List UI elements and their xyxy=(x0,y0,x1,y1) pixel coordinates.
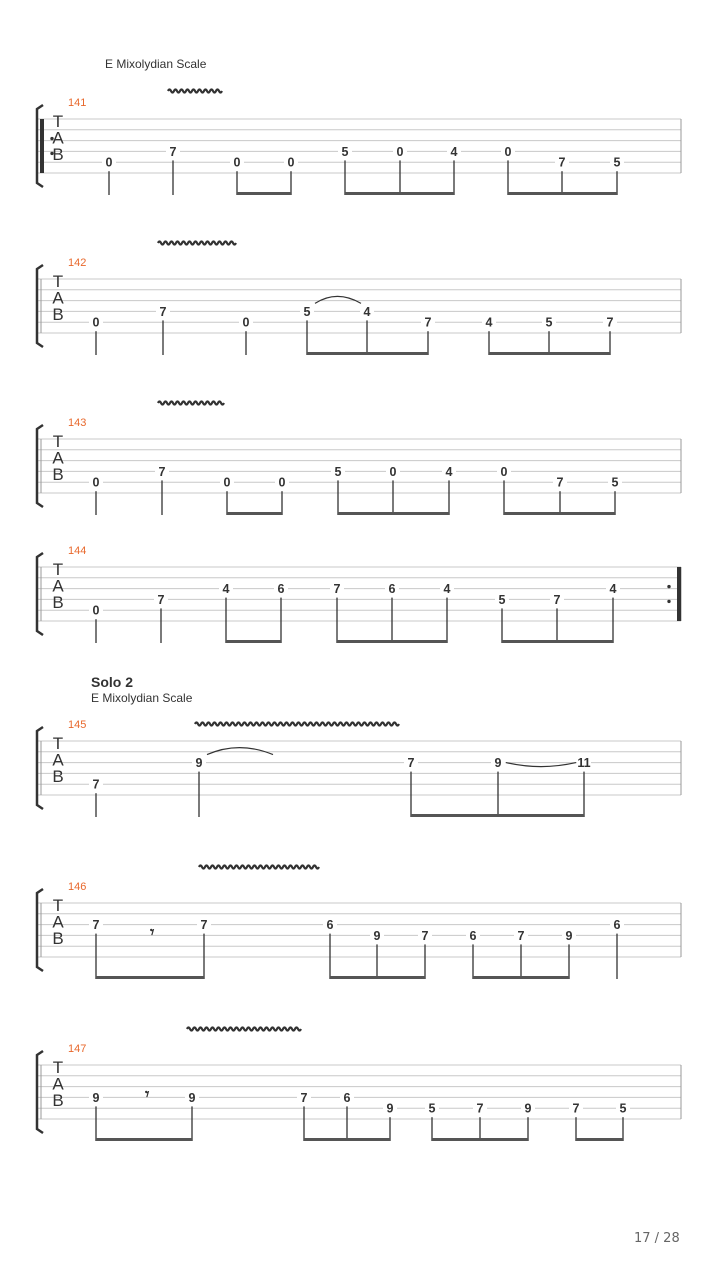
slur-tie xyxy=(315,296,361,303)
system-bracket xyxy=(37,889,43,971)
note-beam xyxy=(96,976,204,979)
fret-number: 6 xyxy=(277,582,285,597)
note-beam xyxy=(489,352,610,355)
fret-number: 4 xyxy=(609,582,617,597)
slur-tie xyxy=(207,748,273,755)
fret-number: 5 xyxy=(303,304,311,319)
fret-number: 7 xyxy=(517,928,525,943)
tab-system-145 xyxy=(37,674,681,817)
fret-number: 0 xyxy=(223,475,231,490)
fret-number: 7 xyxy=(558,155,566,170)
note-beam xyxy=(96,1138,192,1141)
system-bracket xyxy=(37,727,43,809)
repeat-dot xyxy=(667,585,670,588)
fret-number: 7 xyxy=(572,1101,580,1116)
tab-clef-letter: A xyxy=(52,128,64,148)
fret-number: 0 xyxy=(92,475,100,490)
slur-tie xyxy=(506,763,576,767)
fret-number: 0 xyxy=(92,603,100,618)
section-title: Solo 2 xyxy=(91,674,134,690)
fret-number: 9 xyxy=(188,1090,196,1105)
fret-number: 0 xyxy=(92,315,100,330)
fret-number: 5 xyxy=(341,144,349,159)
fret-number: 11 xyxy=(577,756,591,771)
note-beam xyxy=(227,512,282,515)
tab-system-147 xyxy=(37,1043,681,1141)
vibrato-wavy-line xyxy=(158,402,224,405)
vibrato-wavy-line xyxy=(187,1028,301,1031)
fret-number: 0 xyxy=(389,464,397,479)
tab-clef-letter: T xyxy=(52,272,64,291)
fret-number: 0 xyxy=(233,155,241,170)
repeat-dot xyxy=(667,600,670,603)
fret-number: 6 xyxy=(469,928,477,943)
fret-number: 7 xyxy=(92,777,100,792)
fret-number: 7 xyxy=(158,464,166,479)
tab-system-144 xyxy=(37,545,681,643)
fret-number: 9 xyxy=(386,1101,394,1116)
note-beam xyxy=(502,640,613,643)
fret-number: 5 xyxy=(611,475,619,490)
fret-number: 5 xyxy=(428,1101,436,1116)
fret-number: 9 xyxy=(494,756,502,771)
note-beam xyxy=(307,352,428,355)
fret-number: 7 xyxy=(421,928,429,943)
note-beam xyxy=(337,640,447,643)
note-beam xyxy=(338,512,449,515)
scale-annotation: E Mixolydian Scale xyxy=(91,691,193,705)
system-bracket xyxy=(37,553,43,635)
tab-clef-letter: A xyxy=(52,288,64,308)
tab-clef-letter: A xyxy=(52,1074,64,1094)
fret-number: 0 xyxy=(105,155,113,170)
fret-number: 7 xyxy=(159,304,167,319)
tab-clef-letter: B xyxy=(52,465,64,484)
note-beam xyxy=(226,640,281,643)
tab-clef-letter: A xyxy=(52,448,64,468)
fret-number: 7 xyxy=(300,1090,308,1105)
system-bracket xyxy=(37,425,43,507)
measure-number: 144 xyxy=(68,545,87,557)
fret-number: 5 xyxy=(498,592,506,607)
fret-number: 5 xyxy=(545,315,553,330)
fret-number: 4 xyxy=(363,304,371,319)
tab-clef-letter: B xyxy=(52,767,64,786)
fret-number: 4 xyxy=(443,582,451,597)
tab-system-146 xyxy=(37,881,681,979)
tab-system-141 xyxy=(37,57,681,195)
vibrato-wavy-line xyxy=(168,90,222,93)
tab-clef-letter: T xyxy=(52,1058,64,1077)
fret-number: 5 xyxy=(613,155,621,170)
fret-number: 4 xyxy=(450,144,458,159)
tab-clef-letter: T xyxy=(52,734,64,753)
fret-number: 4 xyxy=(222,582,230,597)
vibrato-wavy-line xyxy=(158,242,236,245)
vibrato-wavy-line xyxy=(195,723,399,726)
note-beam xyxy=(345,192,454,195)
note-beam xyxy=(508,192,617,195)
repeat-end-thick-bar xyxy=(677,567,681,621)
fret-number: 7 xyxy=(92,918,100,933)
tab-clef-letter: B xyxy=(52,929,64,948)
note-beam xyxy=(304,1138,390,1141)
tab-clef-letter: A xyxy=(52,750,64,770)
fret-number: 7 xyxy=(556,475,564,490)
fret-number: 6 xyxy=(326,918,334,933)
fret-number: 6 xyxy=(343,1090,351,1105)
fret-number: 7 xyxy=(157,592,165,607)
fret-number: 7 xyxy=(200,918,208,933)
fret-number: 7 xyxy=(169,144,177,159)
fret-number: 7 xyxy=(553,592,561,607)
fret-number: 0 xyxy=(504,144,512,159)
fret-number: 4 xyxy=(485,315,493,330)
tab-clef-letter: T xyxy=(52,432,64,451)
fret-number: 0 xyxy=(242,315,250,330)
tab-clef-letter: T xyxy=(52,896,64,915)
fret-number: 9 xyxy=(92,1090,100,1105)
tab-clef-letter: B xyxy=(52,1091,64,1110)
measure-number: 143 xyxy=(68,417,87,429)
tab-clef-letter: B xyxy=(52,305,64,324)
fret-number: 7 xyxy=(606,315,614,330)
fret-number: 0 xyxy=(287,155,295,170)
measure-number: 141 xyxy=(68,97,87,109)
note-beam xyxy=(330,976,425,979)
fret-number: 5 xyxy=(619,1101,627,1116)
measure-number: 147 xyxy=(68,1043,87,1055)
tab-system-142 xyxy=(37,257,681,355)
system-bracket xyxy=(37,1051,43,1133)
measure-number: 146 xyxy=(68,881,87,893)
system-bracket xyxy=(37,265,43,347)
note-beam xyxy=(504,512,615,515)
fret-number: 6 xyxy=(388,582,396,597)
measure-number: 142 xyxy=(68,257,87,269)
fret-number: 0 xyxy=(500,464,508,479)
tab-clef-letter: T xyxy=(52,560,64,579)
fret-number: 7 xyxy=(424,315,432,330)
fret-number: 9 xyxy=(373,928,381,943)
fret-number: 6 xyxy=(613,918,621,933)
note-beam xyxy=(411,814,584,817)
fret-number: 7 xyxy=(333,582,341,597)
tab-clef-letter: B xyxy=(52,145,64,164)
tab-clef-letter: A xyxy=(52,912,64,932)
fret-number: 0 xyxy=(396,144,404,159)
tab-clef-letter: B xyxy=(52,593,64,612)
fret-number: 9 xyxy=(195,756,203,771)
note-beam xyxy=(237,192,291,195)
eighth-rest: 𝄾 xyxy=(150,924,155,942)
note-beam xyxy=(432,1138,528,1141)
fret-number: 4 xyxy=(445,464,453,479)
fret-number: 9 xyxy=(524,1101,532,1116)
tab-clef-letter: A xyxy=(52,576,64,596)
fret-number: 0 xyxy=(278,475,286,490)
vibrato-wavy-line xyxy=(199,866,319,869)
tab-clef-letter: T xyxy=(52,112,64,131)
fret-number: 5 xyxy=(334,464,342,479)
fret-number: 7 xyxy=(476,1101,484,1116)
note-beam xyxy=(576,1138,623,1141)
fret-number: 7 xyxy=(407,756,415,771)
eighth-rest: 𝄾 xyxy=(145,1086,150,1104)
page-number: 17 / 28 xyxy=(634,1231,680,1246)
note-beam xyxy=(473,976,569,979)
tab-system-143 xyxy=(37,417,681,515)
scale-annotation: E Mixolydian Scale xyxy=(105,57,207,71)
measure-number: 145 xyxy=(68,719,87,731)
fret-number: 9 xyxy=(565,928,573,943)
repeat-start-thick-bar xyxy=(40,119,44,173)
